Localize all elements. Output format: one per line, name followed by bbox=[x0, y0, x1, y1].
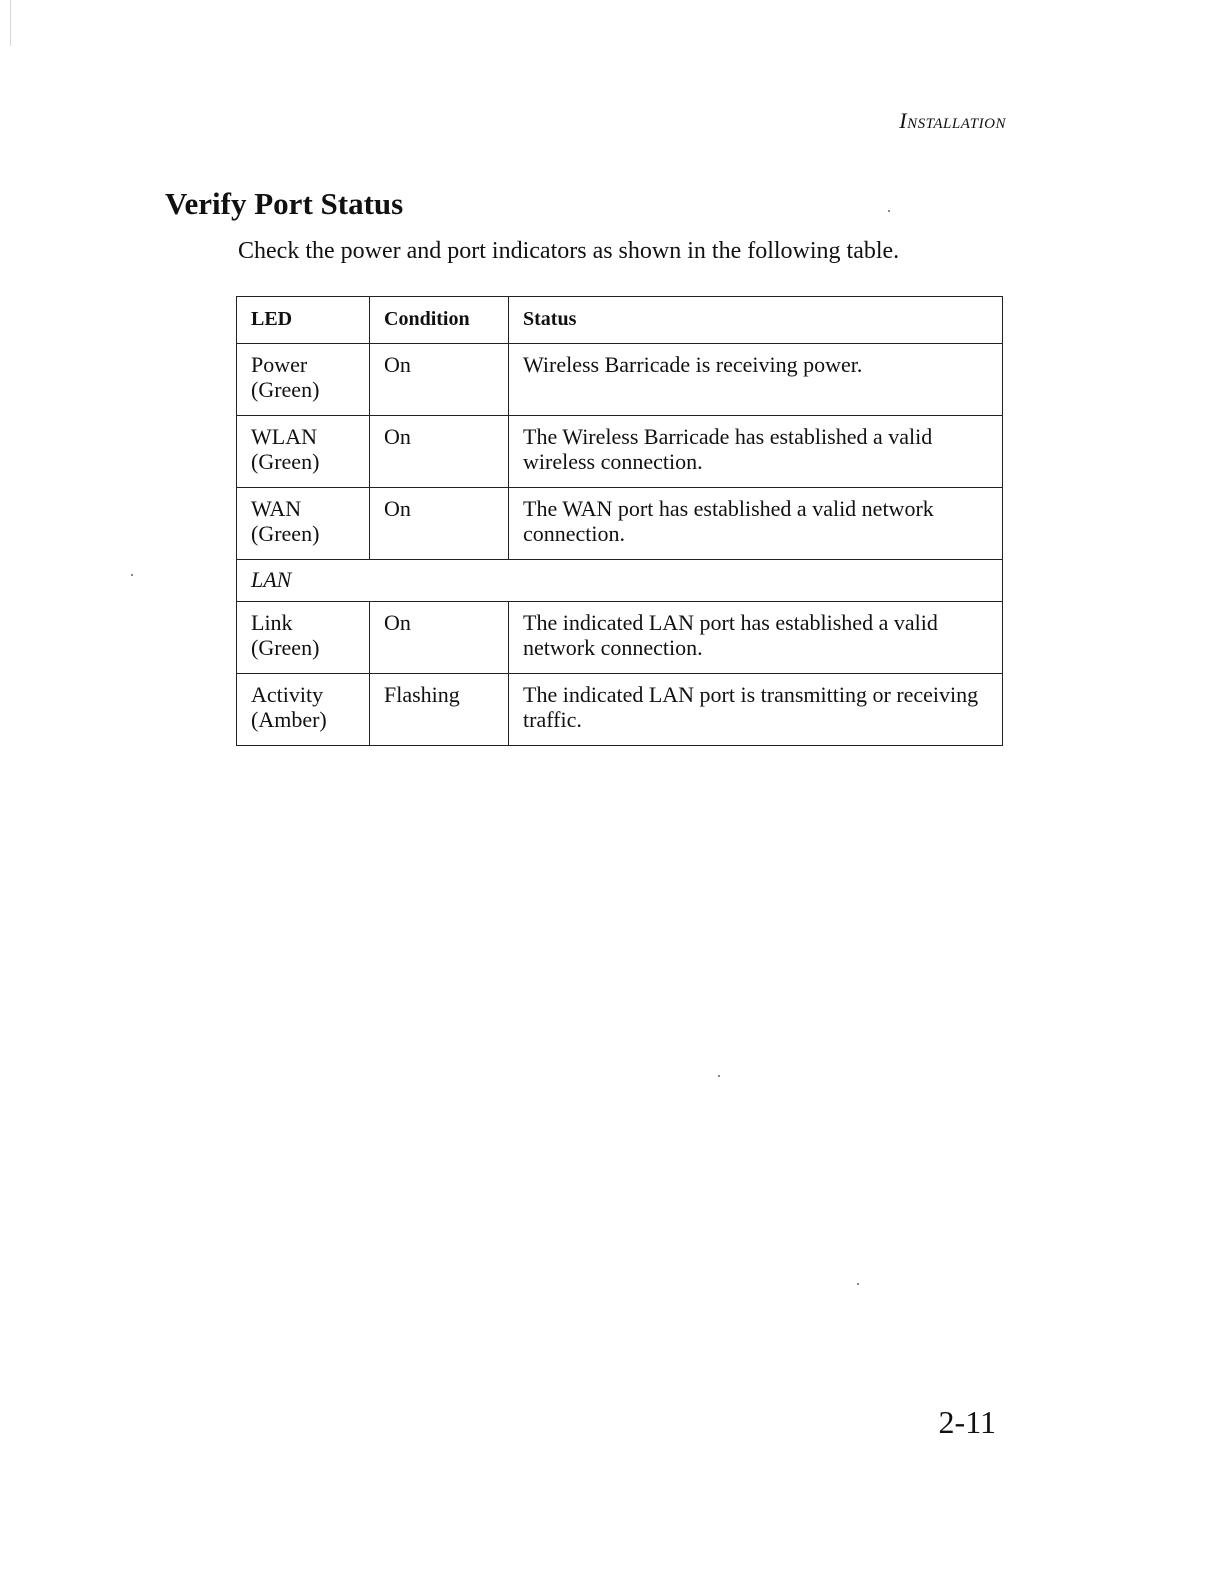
led-name: Activity bbox=[251, 682, 324, 707]
status-cell: The indicated LAN port has established a valid network connection. bbox=[509, 602, 1003, 674]
running-head: Installation bbox=[899, 108, 1006, 133]
column-header-condition: Condition bbox=[370, 297, 509, 344]
intro-paragraph: Check the power and port indicators as shown in the following table. bbox=[238, 238, 900, 264]
led-color: (Green) bbox=[251, 521, 320, 546]
led-color: (Green) bbox=[251, 449, 320, 474]
section-title: Verify Port Status bbox=[165, 186, 404, 221]
condition-cell: On bbox=[370, 602, 509, 674]
led-name: WLAN bbox=[251, 424, 317, 449]
page-number: 2-11 bbox=[938, 1404, 996, 1440]
table-row-link bbox=[237, 602, 1003, 674]
led-status-table bbox=[236, 296, 1003, 746]
scan-speck bbox=[718, 1075, 720, 1077]
table-row-wlan bbox=[237, 416, 1003, 488]
led-name: Power bbox=[251, 352, 308, 377]
scan-margin-line bbox=[10, 0, 11, 46]
led-name: WAN bbox=[251, 496, 302, 521]
table-row-wan bbox=[237, 488, 1003, 560]
condition-cell: On bbox=[370, 416, 509, 488]
led-cell bbox=[237, 416, 370, 488]
scan-speck bbox=[131, 574, 133, 576]
led-cell bbox=[237, 674, 370, 746]
led-name: Link bbox=[251, 610, 293, 635]
status-cell: The indicated LAN port is transmitting or receiving traffic. bbox=[509, 674, 1003, 746]
led-cell bbox=[237, 602, 370, 674]
column-header-status: Status bbox=[509, 297, 1003, 344]
condition-cell: On bbox=[370, 344, 509, 416]
led-color: (Green) bbox=[251, 635, 320, 660]
group-label-lan: LAN bbox=[237, 560, 1003, 602]
led-color: (Amber) bbox=[251, 707, 327, 732]
status-cell: The WAN port has established a valid network connection. bbox=[509, 488, 1003, 560]
column-header-led: LED bbox=[237, 297, 370, 344]
condition-cell: On bbox=[370, 488, 509, 560]
scan-speck bbox=[888, 210, 890, 212]
led-cell bbox=[237, 488, 370, 560]
condition-cell: Flashing bbox=[370, 674, 509, 746]
table-row-activity bbox=[237, 674, 1003, 746]
table-row-power bbox=[237, 344, 1003, 416]
status-cell: Wireless Barricade is receiving power. bbox=[509, 344, 1003, 416]
led-color: (Green) bbox=[251, 377, 320, 402]
led-cell bbox=[237, 344, 370, 416]
scan-speck bbox=[857, 1283, 859, 1285]
status-cell: The Wireless Barricade has established a valid wireless connection. bbox=[509, 416, 1003, 488]
table-group-row-lan bbox=[237, 560, 1003, 602]
table-header-row bbox=[237, 297, 1003, 344]
